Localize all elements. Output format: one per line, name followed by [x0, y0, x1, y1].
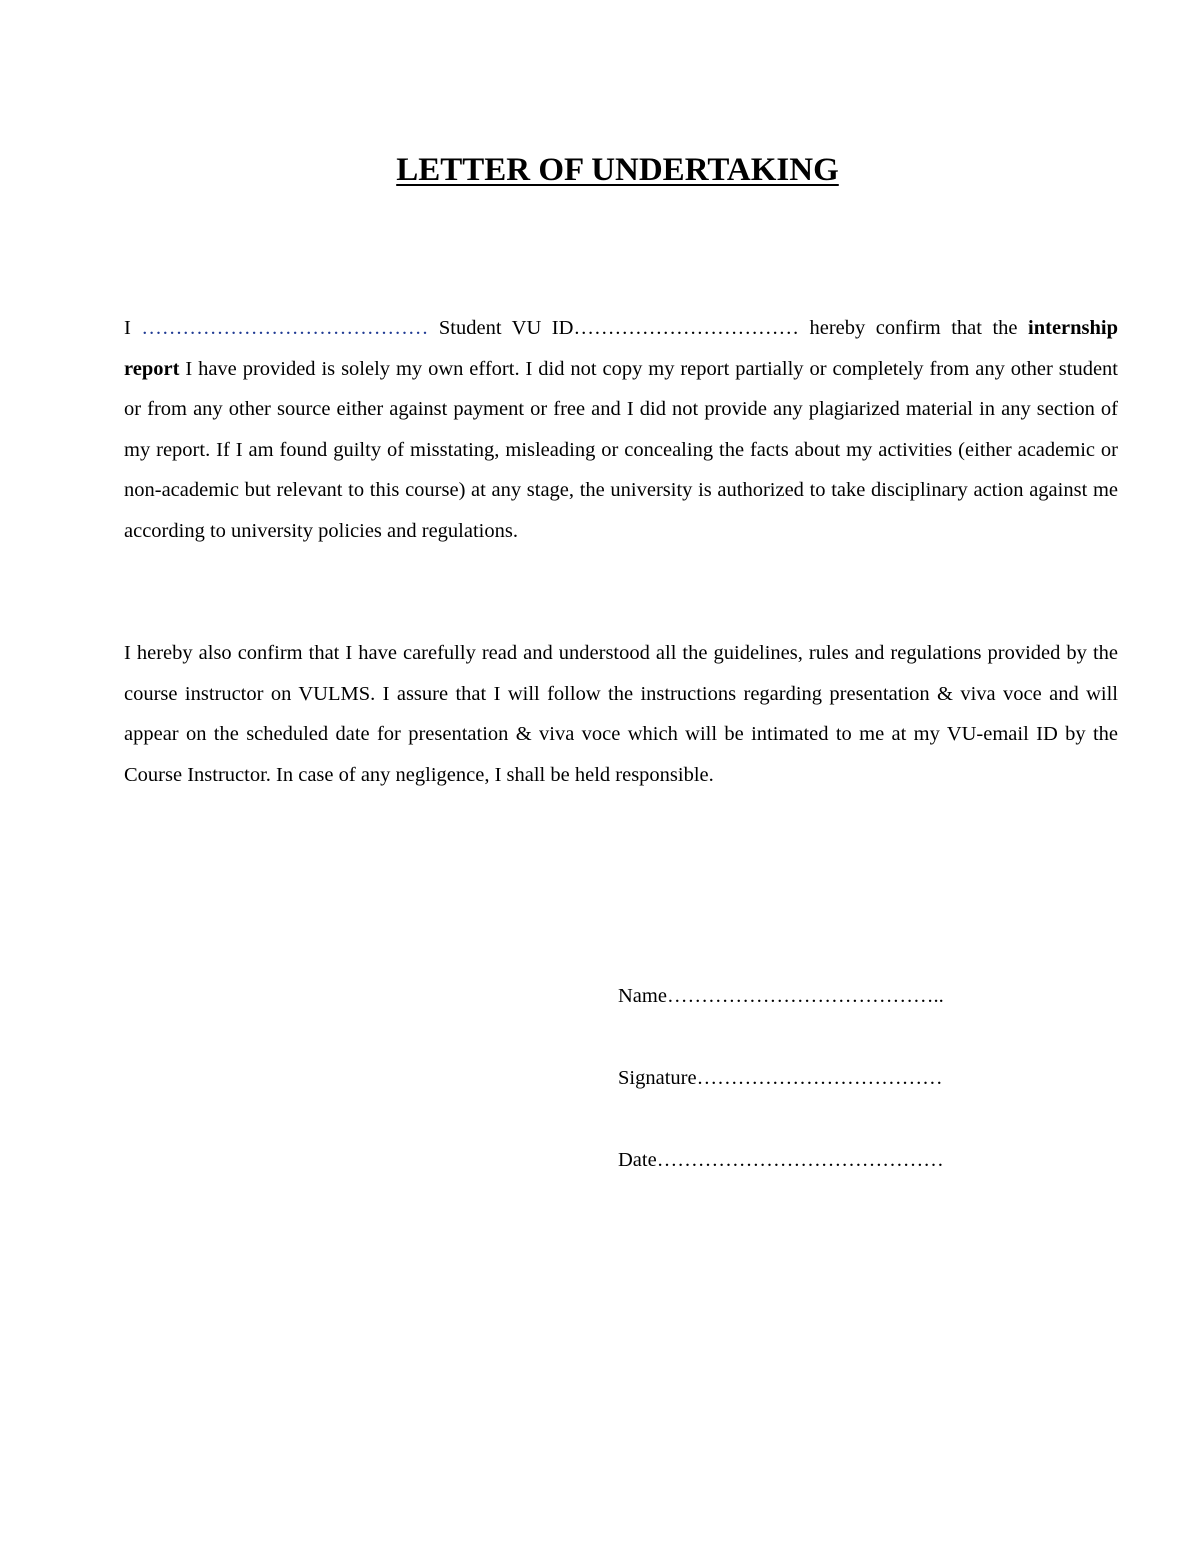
internship-report-phrase: internship report [124, 317, 1119, 380]
name-line: Name………………………………….. [618, 985, 944, 1007]
date-line: Date…………………………………… [618, 1149, 944, 1171]
undertaking-paragraph [124, 308, 1118, 552]
confirmation-text: hereby confirm that the [798, 317, 1029, 339]
student-id-label: Student VU ID [428, 317, 574, 339]
signature-line: Signature……………………………… [618, 1067, 943, 1089]
name-blank: …………………………………… [141, 317, 429, 339]
guidelines-paragraph: I hereby also confirm that I have carefully read and understood all the guidelines, rules and regulations provided by the course instructor on VULMS. I assure that I will follow the instructions regarding presentation & viva voce and will appear on the scheduled date for presentation & viva voce which will be intimated to me at my VU-email ID by the Course Instructor. In case of any negligence, I shall be held responsible. [124, 642, 1118, 786]
student-id-blank: …………………………… [573, 317, 799, 339]
paragraph-rest: I have provided is solely my own effort. I did not copy my report partially or completely from any other student or from any other source either against payment or free and I did not provide any plagiarized material in any section of my report. If I am found guilty of misstating, misleading or concealing the facts about my activities (either academic or non-academic but relevant to this course) at any stage, the university is authorized to take disciplinary action against me according to university policies and regulations. [124, 357, 1118, 542]
document-title: LETTER OF UNDERTAKING [396, 152, 839, 188]
paragraph-start: I [124, 317, 142, 339]
